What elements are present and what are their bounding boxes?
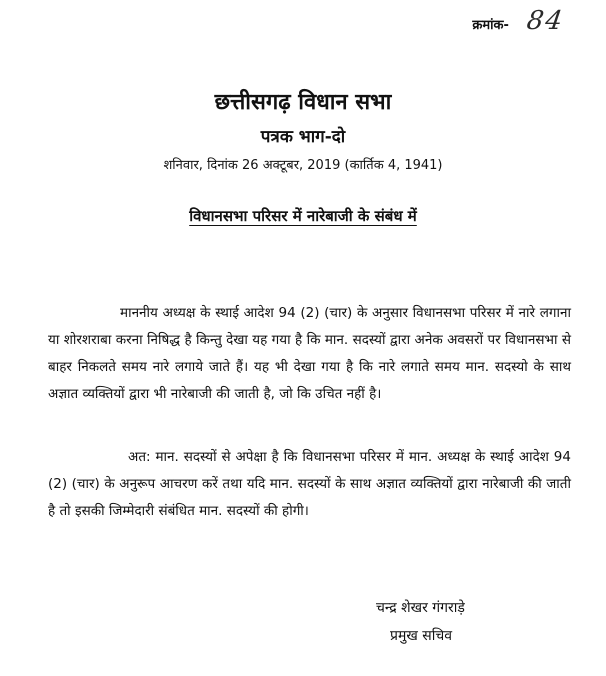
body-paragraph-2: अत: मान. सदस्यों से अपेक्षा है कि विधानसभा परिसर में मान. अध्यक्ष के स्थाई आदेश 94 (2) (चार) के अनुरूप आचरण करें तथा यदि मान. सदस्यों के साथ अज्ञात व्यक्तियों द्वारा नारेबाजी की जाती है तो इसकी जिम्मेदारी संबंधित मान. सदस्यों की होगी।	[48, 448, 571, 519]
document-title: छत्तीसगढ़ विधान सभा	[214, 90, 392, 115]
subject-text: विधानसभा परिसर में नारेबाजी के संबंध में	[189, 207, 417, 225]
signatory-designation: प्रमुख सचिव	[390, 628, 453, 644]
signatory-name: चन्द्र शेखर गंगराड़े	[376, 600, 465, 616]
document-date: शनिवार, दिनांक 26 अक्टूबर, 2019 (कार्तिक 4, 1941)	[163, 158, 443, 173]
signature-block	[376, 594, 556, 650]
serial-number-handwritten: 84	[524, 6, 567, 36]
serial-label: क्रमांक-	[472, 18, 509, 33]
serial-number-block	[472, 6, 567, 36]
document-subtitle: पत्रक भाग-दो	[260, 127, 346, 147]
subject-heading	[0, 206, 606, 226]
body-paragraph-1: माननीय अध्यक्ष के स्थाई आदेश 94 (2) (चार) के अनुसार विधानसभा परिसर में नारे लगाना या शोरशराबा करना निषिद्ध है किन्तु देखा यह गया है कि मान. सदस्यों द्वारा अनेक अवसरों पर विधानसभा से बाहर निकलते समय नारे लगाये जाते हैं। यह भी देखा गया है कि नारे लगाते समय मान. सदस्यो के साथ अज्ञात व्यक्तियों द्वारा भी नारेबाजी की जाती है, जो कि उचित नहीं है।	[48, 304, 571, 402]
